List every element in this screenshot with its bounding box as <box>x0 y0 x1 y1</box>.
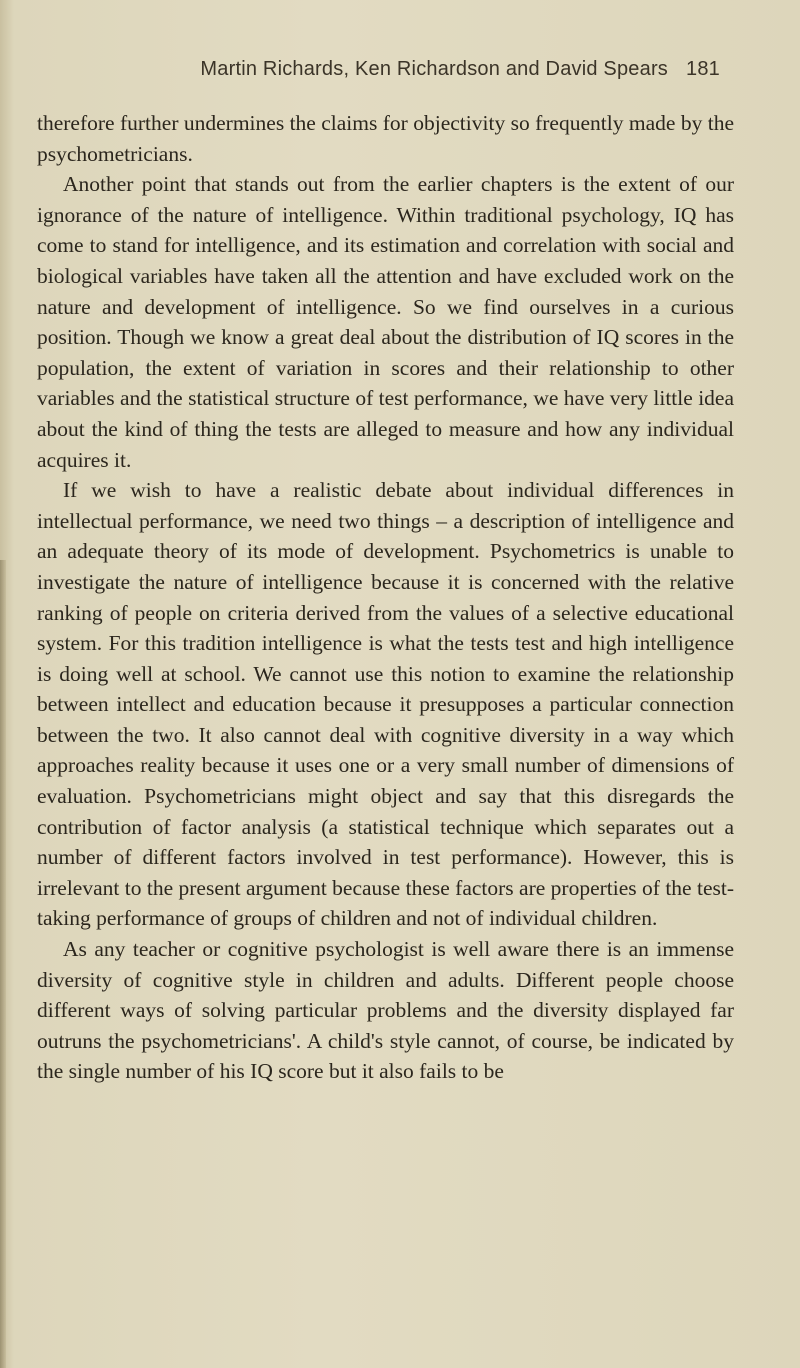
paragraph: Another point that stands out from the earlier chapters is the extent of our ignorance of the nature of intelligence. Within traditional psychology, IQ has come to stand for intelligence, and its estimation and correlation with social and biological variables have taken all the attention and have excluded work on the nature and development of intelligence. So we find ourselves in a curious position. Though we know a great deal about the distribution of IQ scores in the population, the extent of variation in scores and their relationship to other variables and the statistical structure of test performance, we have very little idea about the kind of thing the tests are alleged to measure and how any individual acquires it. <box>37 172 734 472</box>
body-text <box>37 108 734 1087</box>
running-header <box>0 58 720 81</box>
page-gutter-shadow <box>0 560 6 1368</box>
paragraph-continuation: therefore further undermines the claims for objectivity so frequently made by the psychometricians. <box>37 111 734 166</box>
page-number: 181 <box>686 58 720 80</box>
header-authors: Martin Richards, Ken Richardson and David Spears <box>200 58 669 80</box>
paragraph: If we wish to have a realistic debate about individual differences in intellectual performance, we need two things – a description of intelligence and an adequate theory of its mode of development. Psychometrics is unable to investigate the nature of intelligence because it is concerned with the relative ranking of people on criteria derived from the values of a selective educational system. For this tradition intelligence is what the tests test and high intelligence is doing well at school. We cannot use this notion to examine the relationship between intellect and education because it presupposes a particular connection between the two. It also cannot deal with cognitive diversity in a way which approaches reality because it uses one or a very small number of dimensions of evaluation. Psychometricians might object and say that this disregards the contribution of factor analysis (a statistical technique which separates out a number of different factors involved in test performance). However, this is irrelevant to the present argument because these factors are properties of the test-taking performance of groups of children and not of individual children. <box>37 478 734 931</box>
paragraph: As any teacher or cognitive psychologist is well aware there is an immense diversity of cognitive style in children and adults. Different people choose different ways of solving particular problems and the diversity displayed far outruns the psychometricians'. A child's style cannot, of course, be indicated by the single number of his IQ score but it also fails to be <box>37 937 734 1084</box>
